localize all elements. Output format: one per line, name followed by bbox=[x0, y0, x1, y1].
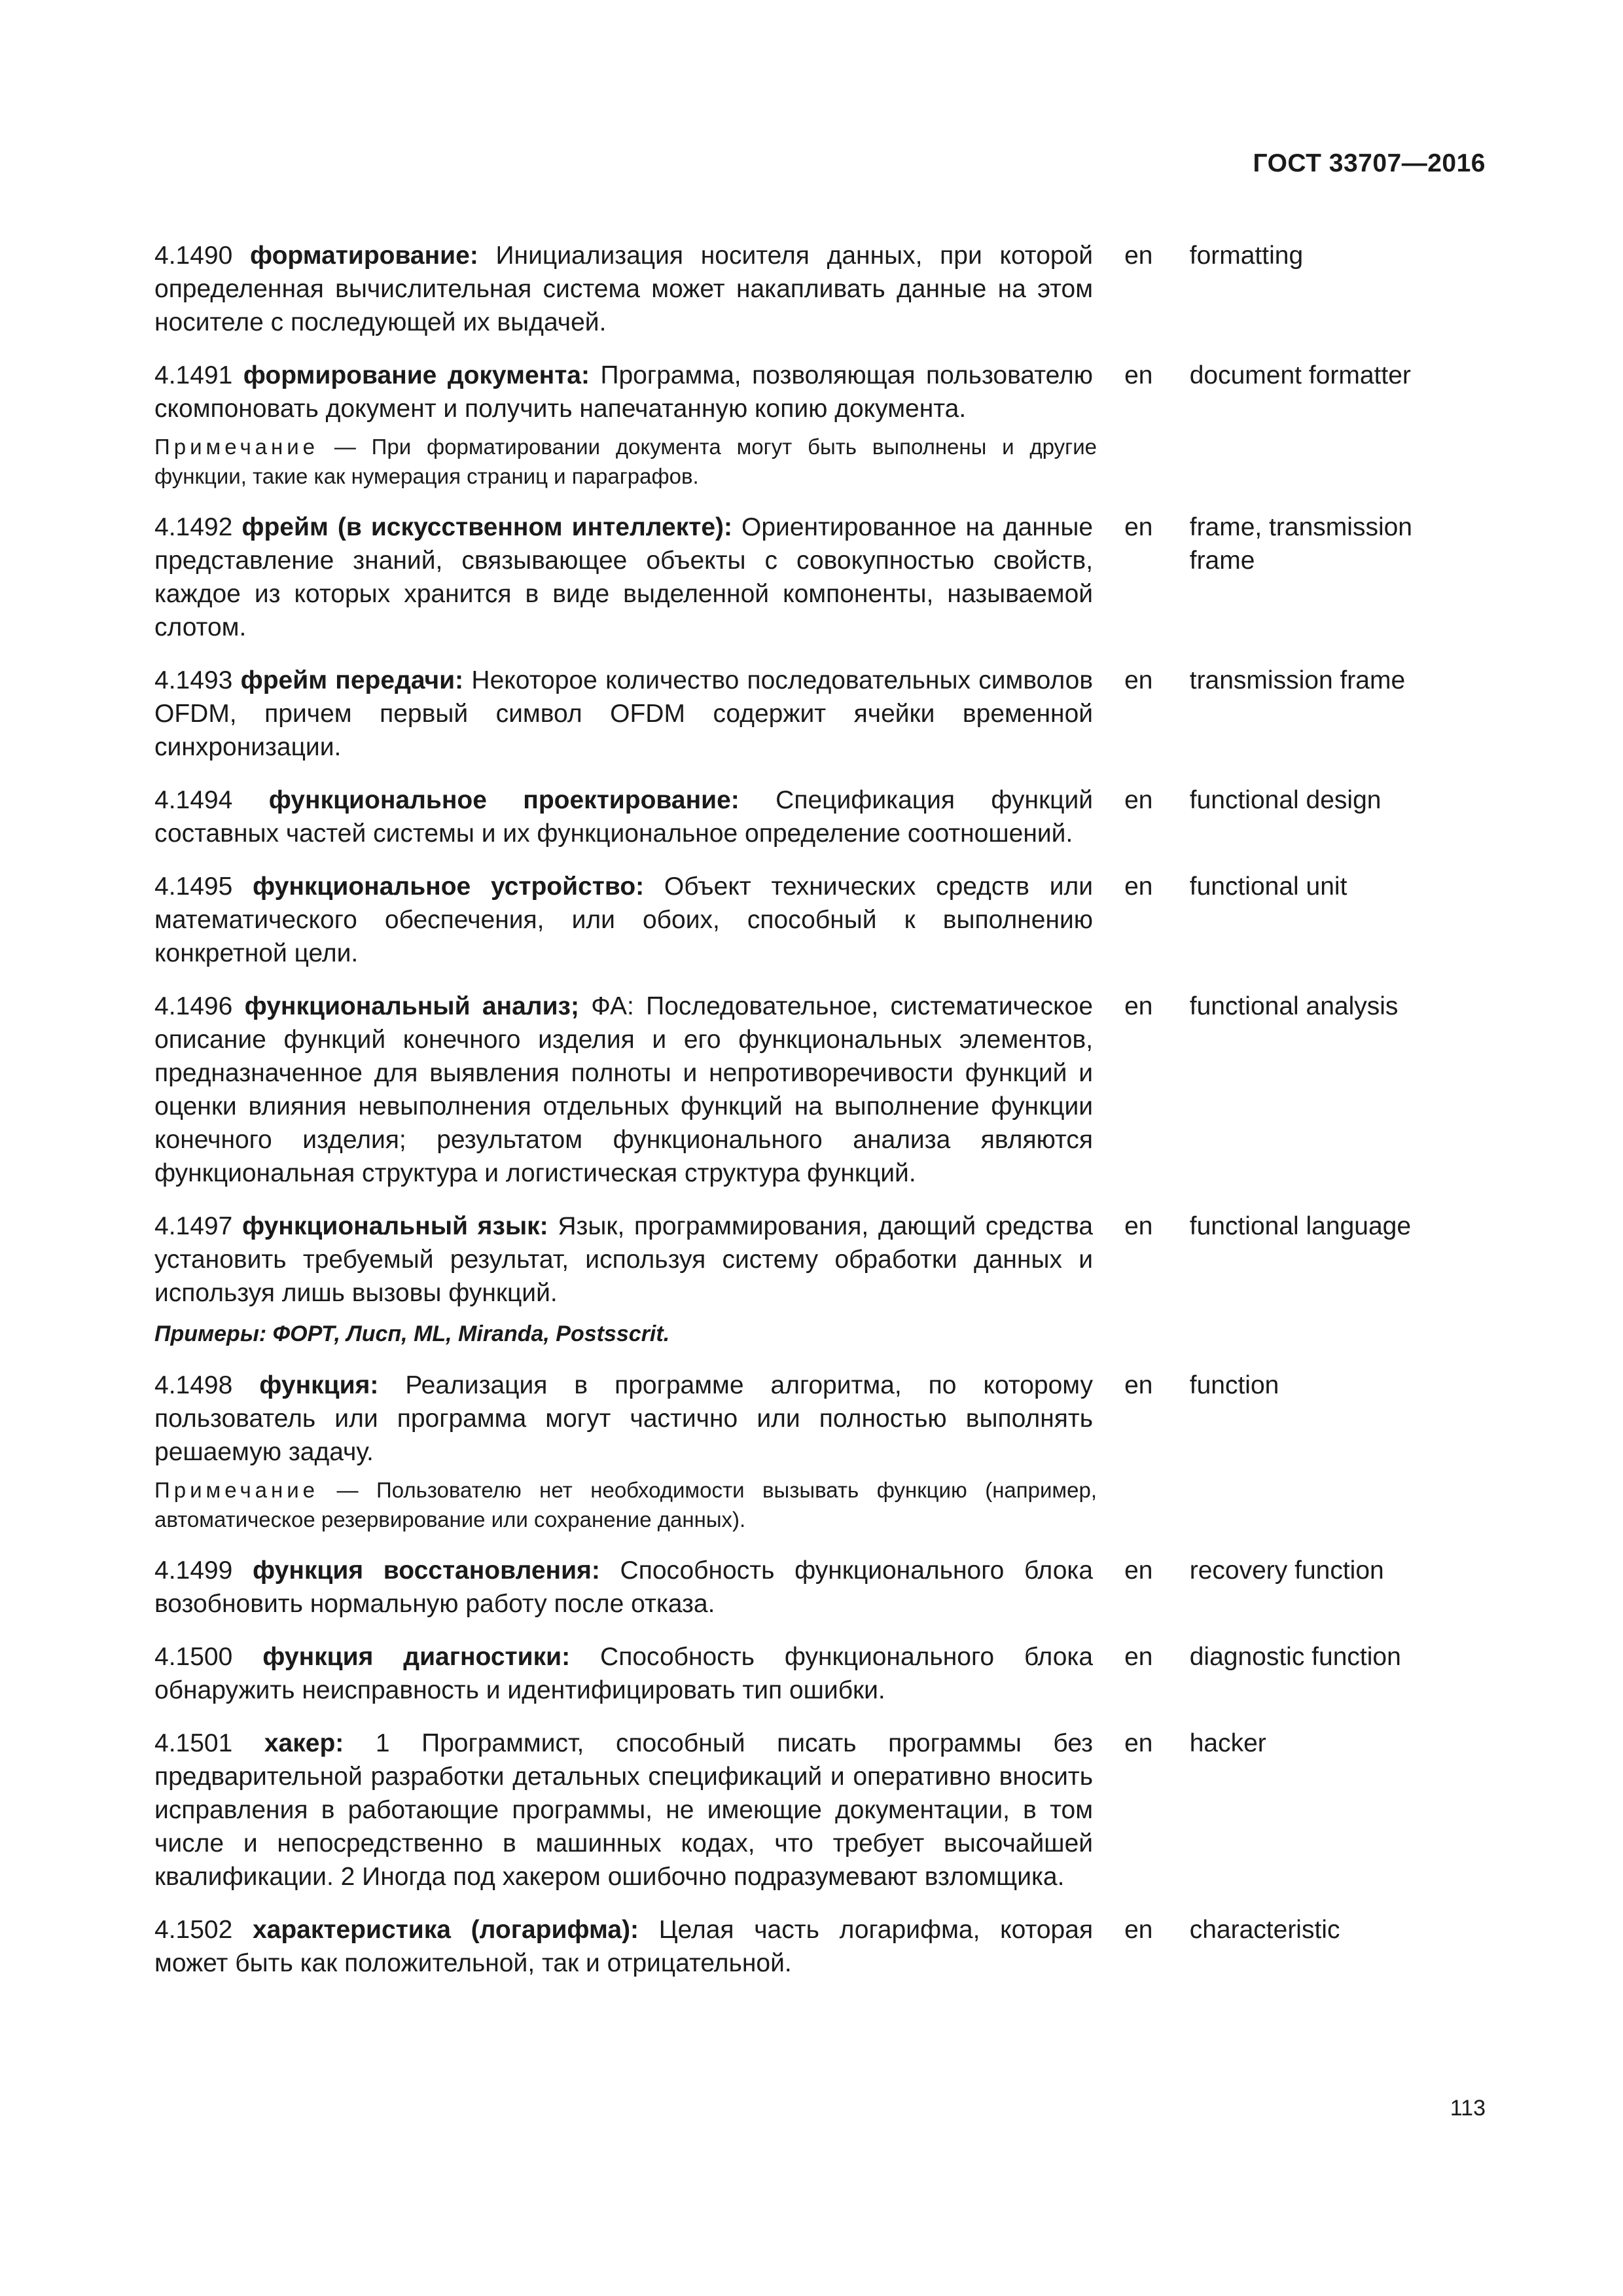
term-entry-4-1493 bbox=[154, 664, 1463, 764]
term-entry-4-1497 bbox=[154, 1210, 1463, 1349]
entry-number: 4.1497 bbox=[154, 1212, 233, 1240]
entry-lang: en bbox=[1124, 1643, 1153, 1671]
note-text: — При форматировании документа могут быть выполнены и другие функции, такие как нумерация страниц и параграфов. bbox=[154, 435, 1097, 488]
entry-lang: en bbox=[1124, 1556, 1153, 1585]
entry-lang: en bbox=[1124, 513, 1153, 541]
entry-text: 1 Программист, способный писать программы без предварительной разработки детальных спецификаций и оперативно вносить исправления в работающие программы, не имеющие документации, в том числе и непосредственно в машинных кодах, что требует высочайшей квалификации. 2 Иногда под хакером ошибочно подразумевают взломщика. bbox=[154, 1729, 1094, 1891]
entry-definition bbox=[154, 870, 1093, 970]
note-label: Примечание bbox=[154, 1478, 319, 1502]
entry-en-term: hacker bbox=[1189, 1729, 1266, 1757]
note-label: Примечание bbox=[154, 435, 319, 459]
entry-en-term: function bbox=[1189, 1371, 1279, 1399]
entry-lang: en bbox=[1124, 361, 1153, 389]
entry-en-term: frame, transmission frame bbox=[1189, 513, 1412, 575]
entry-text: Способность функционального блока обнаружить неисправность и идентифицировать тип ошибки. bbox=[154, 1643, 1094, 1704]
entry-en-term: diagnostic function bbox=[1189, 1643, 1401, 1671]
entry-number: 4.1500 bbox=[154, 1643, 233, 1671]
term-entry-4-1491 bbox=[154, 359, 1463, 491]
entry-term: функциональное проектирование: bbox=[268, 786, 740, 814]
entry-term: функция диагностики: bbox=[262, 1643, 571, 1671]
entry-term: фрейм передачи: bbox=[240, 666, 464, 694]
entry-number: 4.1492 bbox=[154, 513, 233, 541]
entry-term: функциональное устройство: bbox=[253, 872, 645, 901]
entry-definition bbox=[154, 1727, 1093, 1893]
entry-definition bbox=[154, 1210, 1093, 1310]
entry-lang: en bbox=[1124, 1916, 1153, 1944]
entry-number: 4.1490 bbox=[154, 242, 233, 270]
entry-en-term: functional analysis bbox=[1189, 992, 1399, 1020]
entry-number: 4.1499 bbox=[154, 1556, 233, 1585]
entry-text: ФА: Последовательное, систематическое описание функций конечного изделия и его функциональных элементов, предназначенное для выявления полноты и непротиворечивости функций и оценки влияния невыполнения отдельных функций на выполнение функции конечного изделия; результатом функционального анализа являются функциональная структура и логистическая структура функций. bbox=[154, 992, 1094, 1187]
entry-lang: en bbox=[1124, 992, 1153, 1020]
term-entry-4-1496 bbox=[154, 990, 1463, 1190]
entry-term: хакер: bbox=[264, 1729, 344, 1757]
document-header: ГОСТ 33707—2016 bbox=[1253, 149, 1486, 177]
entry-term: функциональный анализ; bbox=[244, 992, 579, 1020]
entry-term: функция: bbox=[259, 1371, 379, 1399]
entry-number: 4.1501 bbox=[154, 1729, 233, 1757]
entry-definition bbox=[154, 1640, 1093, 1707]
entry-en-term: formatting bbox=[1189, 242, 1304, 270]
term-entry-4-1495 bbox=[154, 870, 1463, 970]
entry-number: 4.1491 bbox=[154, 361, 233, 389]
term-entry-4-1492 bbox=[154, 511, 1463, 644]
entry-text: Программа, позволяющая пользователю скомпоновать документ и получить напечатанную копию документа. bbox=[154, 361, 1094, 423]
page-number: 113 bbox=[1450, 2096, 1486, 2121]
entry-number: 4.1494 bbox=[154, 786, 233, 814]
entry-definition bbox=[154, 1913, 1093, 1980]
entry-example: Примеры: ФОРТ, Лисп, ML, Miranda, Postsscrit. bbox=[154, 1321, 670, 1346]
entry-definition bbox=[154, 1369, 1093, 1469]
term-entries bbox=[154, 239, 1463, 2000]
entry-number: 4.1493 bbox=[154, 666, 233, 694]
entry-term: характеристика (логарифма): bbox=[252, 1916, 639, 1944]
entry-term: фрейм (в искусственном интеллекте): bbox=[241, 513, 732, 541]
entry-number: 4.1502 bbox=[154, 1916, 233, 1944]
entry-en-term: recovery function bbox=[1189, 1556, 1384, 1585]
entry-text: Спецификация функций составных частей системы и их функциональное определение соотношений. bbox=[154, 786, 1094, 848]
entry-en-term: transmission frame bbox=[1189, 666, 1406, 694]
entry-note bbox=[154, 1475, 1097, 1534]
entry-number: 4.1496 bbox=[154, 992, 233, 1020]
entry-number: 4.1498 bbox=[154, 1371, 233, 1399]
entry-text: Ориентированное на данные представление знаний, связывающее объекты с совокупностью свойств, каждое из которых хранится в виде выделенной компоненты, называемой слотом. bbox=[154, 513, 1094, 641]
entry-lang: en bbox=[1124, 242, 1153, 270]
term-entry-4-1494 bbox=[154, 783, 1463, 850]
entry-text: Объект технических средств или математического обеспечения, или обоих, способный к выполнению конкретной цели. bbox=[154, 872, 1094, 967]
term-entry-4-1499 bbox=[154, 1554, 1463, 1621]
entry-en-term: characteristic bbox=[1189, 1916, 1340, 1944]
entry-en-term: document formatter bbox=[1189, 361, 1411, 389]
term-entry-4-1498 bbox=[154, 1369, 1463, 1534]
entry-lang: en bbox=[1124, 1729, 1153, 1757]
entry-term: функциональный язык: bbox=[242, 1212, 548, 1240]
entry-text: Язык, программирования, дающий средства установить требуемый результат, используя систему обработки данных и используя лишь вызовы функций. bbox=[154, 1212, 1094, 1307]
entry-text: Инициализация носителя данных, при которой определенная вычислительная система может накапливать данные на этом носителе с последующей их выдачей. bbox=[154, 242, 1094, 336]
entry-term: формирование документа: bbox=[243, 361, 590, 389]
entry-number: 4.1495 bbox=[154, 872, 233, 901]
entry-en-term: functional design bbox=[1189, 786, 1382, 814]
entry-definition bbox=[154, 239, 1093, 339]
entry-note bbox=[154, 432, 1097, 491]
term-entry-4-1502 bbox=[154, 1913, 1463, 1980]
term-entry-4-1490 bbox=[154, 239, 1463, 339]
entry-term: функция восстановления: bbox=[253, 1556, 600, 1585]
entry-text: Целая часть логарифма, которая может быть как положительной, так и отрицательной. bbox=[154, 1916, 1094, 1977]
note-text: — Пользователю нет необходимости вызывать функцию (например, автоматическое резервирование или сохранение данных). bbox=[154, 1478, 1097, 1532]
entry-definition bbox=[154, 990, 1093, 1190]
entry-definition bbox=[154, 359, 1093, 425]
entry-definition bbox=[154, 1554, 1093, 1621]
entry-text: Реализация в программе алгоритма, по которому пользователь или программа могут частично или полностью выполнять решаемую задачу. bbox=[154, 1371, 1094, 1466]
entry-lang: en bbox=[1124, 1371, 1153, 1399]
entry-lang: en bbox=[1124, 666, 1153, 694]
term-entry-4-1500 bbox=[154, 1640, 1463, 1707]
entry-text: Способность функционального блока возобновить нормальную работу после отказа. bbox=[154, 1556, 1094, 1618]
entry-lang: en bbox=[1124, 872, 1153, 901]
entry-term: форматирование: bbox=[249, 242, 478, 270]
entry-definition bbox=[154, 783, 1093, 850]
entry-lang: en bbox=[1124, 786, 1153, 814]
entry-lang: en bbox=[1124, 1212, 1153, 1240]
entry-definition bbox=[154, 664, 1093, 764]
entry-definition bbox=[154, 511, 1093, 644]
entry-text: Некоторое количество последовательных символов OFDM, причем первый символ OFDM содержит ячейки временной синхронизации. bbox=[154, 666, 1094, 761]
entry-en-term: functional language bbox=[1189, 1212, 1412, 1240]
entry-en-term: functional unit bbox=[1189, 872, 1347, 901]
term-entry-4-1501 bbox=[154, 1727, 1463, 1893]
